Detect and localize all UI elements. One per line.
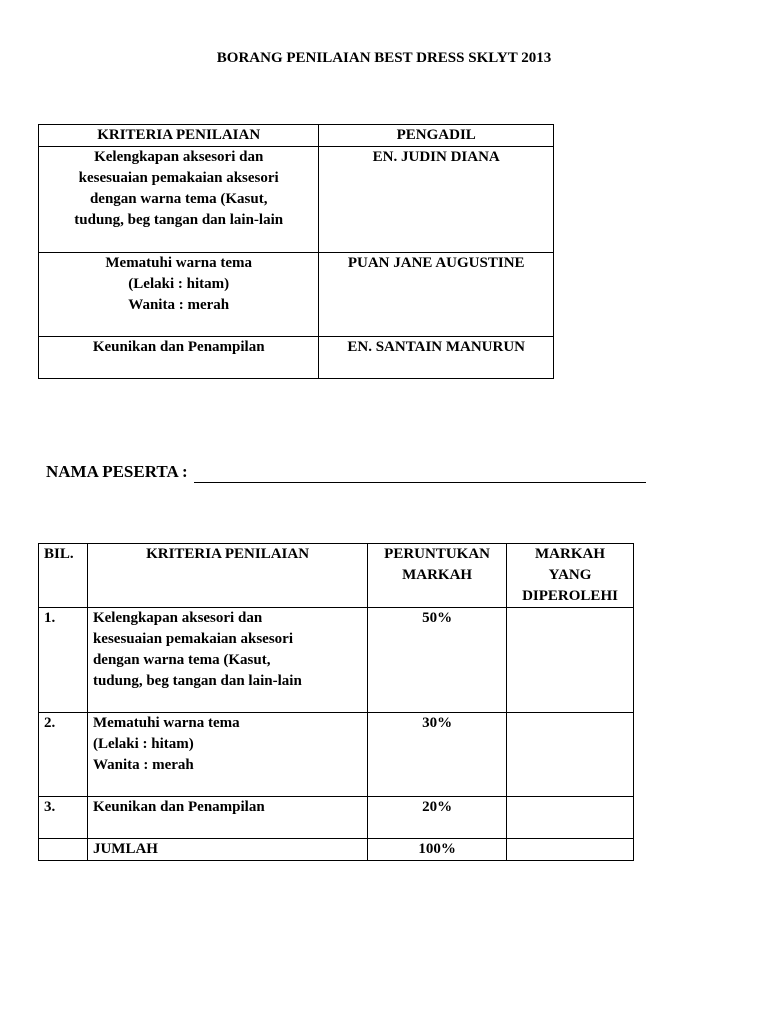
criteria-line: Wanita : merah xyxy=(92,757,194,773)
criteria-line: tudung, beg tangan dan lain-lain xyxy=(74,212,284,228)
criteria-line: Mematuhi warna tema xyxy=(92,715,240,731)
row-obtained-cell[interactable] xyxy=(507,608,634,713)
total-obtained-cell[interactable] xyxy=(507,839,634,861)
row-bil: 1. xyxy=(39,608,88,713)
criteria-line: tudung, beg tangan dan lain-lain xyxy=(92,673,302,689)
criteria-line: kesesuaian pemakaian aksesori xyxy=(92,631,293,647)
judges-criteria-cell xyxy=(39,253,319,337)
judge-name: EN. JUDIN DIANA xyxy=(319,147,554,253)
score-total-row xyxy=(39,839,634,861)
score-table xyxy=(38,543,634,861)
row-obtained-cell[interactable] xyxy=(507,797,634,839)
judge-name: EN. SANTAIN MANURUN xyxy=(319,337,554,379)
score-row xyxy=(39,797,634,839)
judges-row xyxy=(39,253,554,337)
judges-table xyxy=(38,124,554,379)
criteria-line: kesesuaian pemakaian aksesori xyxy=(78,170,279,186)
total-allocation: 100% xyxy=(368,839,507,861)
row-criteria xyxy=(87,608,367,713)
row-bil: 3. xyxy=(39,797,88,839)
header-line: YANG xyxy=(548,567,592,583)
criteria-line: Kelengkapan aksesori dan xyxy=(92,610,263,626)
criteria-line: Keunikan dan Penampilan xyxy=(92,799,265,815)
row-allocation: 30% xyxy=(368,713,507,797)
criteria-line: Keunikan dan Penampilan xyxy=(92,339,265,355)
judges-criteria-cell xyxy=(39,337,319,379)
row-obtained-cell[interactable] xyxy=(507,713,634,797)
score-row xyxy=(39,713,634,797)
total-label: JUMLAH xyxy=(87,839,367,861)
judges-header-criteria: KRITERIA PENILAIAN xyxy=(39,125,319,147)
row-criteria xyxy=(87,797,367,839)
header-line: DIPEROLEHI xyxy=(522,588,618,604)
criteria-line: Wanita : merah xyxy=(128,297,230,313)
header-criteria: KRITERIA PENILAIAN xyxy=(87,544,367,608)
row-bil: 2. xyxy=(39,713,88,797)
criteria-line: (Lelaki : hitam) xyxy=(92,736,194,752)
header-line: PERUNTUKAN xyxy=(384,546,491,562)
criteria-line: dengan warna tema (Kasut, xyxy=(89,191,268,207)
row-allocation: 50% xyxy=(368,608,507,713)
header-line: MARKAH xyxy=(535,546,606,562)
judge-name: PUAN JANE AUGUSTINE xyxy=(319,253,554,337)
judges-header-row xyxy=(39,125,554,147)
participant-name-row xyxy=(46,461,646,483)
score-row xyxy=(39,608,634,713)
participant-label: NAMA PESERTA : xyxy=(46,462,188,481)
judges-header-judge: PENGADIL xyxy=(319,125,554,147)
judges-row xyxy=(39,147,554,253)
judges-criteria-cell xyxy=(39,147,319,253)
header-line: MARKAH xyxy=(402,567,473,583)
row-allocation: 20% xyxy=(368,797,507,839)
criteria-line: Kelengkapan aksesori dan xyxy=(94,149,264,165)
judges-row xyxy=(39,337,554,379)
criteria-line: dengan warna tema (Kasut, xyxy=(92,652,271,668)
form-title: BORANG PENILAIAN BEST DRESS SKLYT 2013 xyxy=(216,50,552,66)
participant-name-line[interactable] xyxy=(194,464,646,483)
criteria-line: (Lelaki : hitam) xyxy=(128,276,230,292)
header-bil: BIL. xyxy=(39,544,88,608)
score-header-row xyxy=(39,544,634,608)
header-allocation xyxy=(368,544,507,608)
header-obtained xyxy=(507,544,634,608)
row-criteria xyxy=(87,713,367,797)
criteria-line: Mematuhi warna tema xyxy=(105,255,253,271)
total-bil xyxy=(39,839,88,861)
